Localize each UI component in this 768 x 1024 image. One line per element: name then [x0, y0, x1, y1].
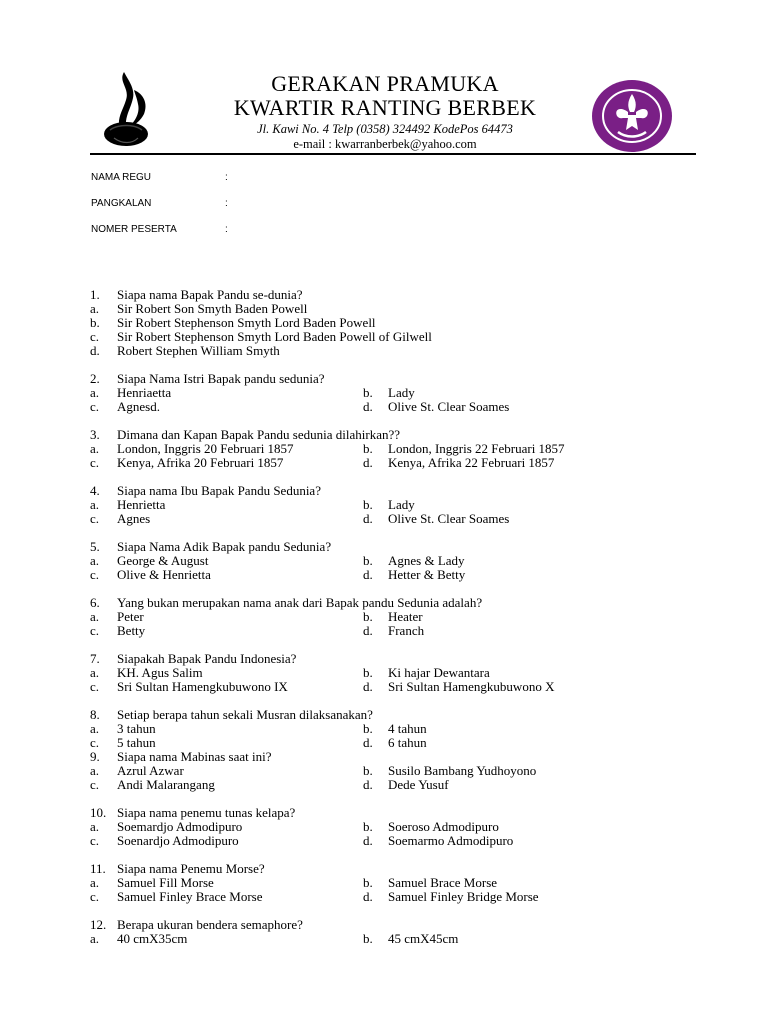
option-letter: d. — [90, 343, 100, 358]
option-letter: c. — [90, 455, 100, 470]
option-letter: d. — [363, 777, 373, 792]
question-row — [90, 652, 710, 666]
email-line: e-mail : kwarranberbek@yahoo.com — [293, 137, 477, 151]
option-text: Lady — [388, 385, 415, 400]
question-item — [90, 372, 710, 414]
option-row — [90, 610, 710, 624]
option-text: Peter — [117, 609, 144, 624]
option-text: Andi Malarangang — [117, 777, 215, 792]
field-label: NAMA REGU — [91, 172, 152, 183]
option-text: Olive St. Clear Soames — [388, 511, 510, 526]
option-text: Betty — [117, 623, 146, 638]
option-letter: a. — [90, 721, 100, 736]
option-letter: a. — [90, 301, 100, 316]
option-text: 4 tahun — [388, 721, 427, 736]
question-text: Siapa nama Ibu Bapak Pandu Sedunia? — [117, 483, 321, 498]
option-text: Henrietta — [117, 497, 166, 512]
option-text: Soenardjo Admodipuro — [117, 833, 239, 848]
option-letter: b. — [363, 819, 373, 834]
option-text: Agnes — [117, 511, 151, 526]
option-text: Robert Stephen William Smyth — [117, 343, 280, 358]
question-text: Siapa nama Penemu Morse? — [117, 861, 265, 876]
question-item — [90, 806, 710, 848]
option-text: George & August — [117, 553, 209, 568]
option-row — [90, 666, 710, 680]
option-letter: a. — [90, 441, 100, 456]
question-row — [90, 806, 710, 820]
question-item — [90, 708, 710, 750]
option-row — [90, 330, 710, 344]
option-letter: c. — [90, 777, 100, 792]
option-letter: c. — [90, 567, 100, 582]
question-row — [90, 484, 710, 498]
option-text: Ki hajar Dewantara — [388, 665, 490, 680]
question-number: 6. — [90, 595, 100, 610]
option-text: Agnes & Lady — [388, 553, 465, 568]
option-letter: a. — [90, 609, 100, 624]
address-line: Jl. Kawi No. 4 Telp (0358) 324492 KodePos 64473 — [257, 122, 513, 136]
question-row — [90, 428, 710, 442]
question-row — [90, 750, 710, 764]
question-number: 11. — [90, 861, 106, 876]
question-item — [90, 540, 710, 582]
option-letter: a. — [90, 763, 100, 778]
option-letter: b. — [363, 721, 373, 736]
option-row — [90, 764, 710, 778]
question-row — [90, 862, 710, 876]
option-letter: d. — [363, 623, 373, 638]
option-letter: d. — [363, 889, 373, 904]
question-number: 9. — [90, 749, 100, 764]
question-number: 4. — [90, 483, 100, 498]
field-nomer-peserta — [91, 224, 491, 250]
field-colon: : — [225, 198, 228, 209]
option-row — [90, 624, 710, 638]
option-text: Olive & Henrietta — [117, 567, 211, 582]
option-row — [90, 344, 710, 358]
option-text: Agnesd. — [117, 399, 160, 414]
participant-fields — [91, 172, 491, 250]
question-item — [90, 596, 710, 638]
option-letter: d. — [363, 455, 373, 470]
field-nama-regu — [91, 172, 491, 198]
question-number: 3. — [90, 427, 100, 442]
option-text: London, Inggris 22 Februari 1857 — [388, 441, 565, 456]
option-letter: b. — [363, 385, 373, 400]
option-text: Franch — [388, 623, 425, 638]
option-text: Azrul Azwar — [117, 763, 184, 778]
tunas-kelapa-logo — [96, 68, 156, 150]
question-number: 5. — [90, 539, 100, 554]
branch-name: KWARTIR RANTING BERBEK — [233, 95, 537, 120]
option-letter: b. — [363, 441, 373, 456]
option-letter: c. — [90, 623, 100, 638]
option-row — [90, 316, 710, 330]
option-letter: b. — [363, 497, 373, 512]
option-text: Lady — [388, 497, 415, 512]
option-letter: a. — [90, 665, 100, 680]
option-letter: a. — [90, 875, 100, 890]
question-item — [90, 288, 710, 358]
question-row — [90, 596, 710, 610]
option-letter: b. — [363, 553, 373, 568]
option-row — [90, 820, 710, 834]
question-text: Siapa Nama Istri Bapak pandu sedunia? — [117, 371, 325, 386]
option-letter: b. — [90, 315, 100, 330]
field-colon: : — [225, 172, 228, 183]
option-letter: c. — [90, 889, 100, 904]
option-letter: d. — [363, 735, 373, 750]
option-row — [90, 778, 710, 792]
option-letter: a. — [90, 385, 100, 400]
option-text: Olive St. Clear Soames — [388, 399, 510, 414]
option-letter: d. — [363, 679, 373, 694]
option-text: Hetter & Betty — [388, 567, 466, 582]
option-letter: b. — [363, 875, 373, 890]
question-row — [90, 372, 710, 386]
option-text: Heater — [388, 609, 423, 624]
field-pangkalan — [91, 198, 491, 224]
option-row — [90, 834, 710, 848]
wosm-emblem-logo — [590, 78, 674, 154]
field-label: NOMER PESERTA — [91, 224, 177, 235]
question-number: 2. — [90, 371, 100, 386]
option-row — [90, 932, 710, 946]
option-text: Samuel Finley Brace Morse — [117, 889, 263, 904]
option-letter: c. — [90, 511, 100, 526]
question-row — [90, 540, 710, 554]
question-text: Siapa nama Bapak Pandu se-dunia? — [117, 287, 303, 302]
question-row — [90, 708, 710, 722]
option-text: Susilo Bambang Yudhoyono — [388, 763, 537, 778]
question-list — [90, 288, 710, 960]
option-row — [90, 456, 710, 470]
field-label: PANGKALAN — [91, 198, 152, 209]
option-letter: a. — [90, 497, 100, 512]
question-item — [90, 750, 710, 792]
option-row — [90, 568, 710, 582]
option-text: Sir Robert Stephenson Smyth Lord Baden Powell — [117, 315, 376, 330]
question-text: Siapakah Bapak Pandu Indonesia? — [117, 651, 297, 666]
option-row — [90, 400, 710, 414]
option-text: Samuel Finley Bridge Morse — [388, 889, 539, 904]
option-text: Soemarmo Admodipuro — [388, 833, 514, 848]
option-letter: a. — [90, 553, 100, 568]
option-row — [90, 722, 710, 736]
question-text: Siapa nama penemu tunas kelapa? — [117, 805, 296, 820]
question-item — [90, 918, 710, 946]
question-number: 1. — [90, 287, 100, 302]
option-letter: b. — [363, 665, 373, 680]
option-row — [90, 442, 710, 456]
option-text: Sir Robert Stephenson Smyth Lord Baden Powell of Gilwell — [117, 329, 432, 344]
header-divider — [90, 153, 696, 155]
option-letter: d. — [363, 833, 373, 848]
option-row — [90, 302, 710, 316]
field-colon: : — [225, 224, 228, 235]
option-text: Sir Robert Son Smyth Baden Powell — [117, 301, 308, 316]
option-row — [90, 680, 710, 694]
option-row — [90, 736, 710, 750]
option-row — [90, 554, 710, 568]
option-row — [90, 498, 710, 512]
option-text: Samuel Fill Morse — [117, 875, 214, 890]
option-letter: c. — [90, 735, 100, 750]
question-text: Siapa Nama Adik Bapak pandu Sedunia? — [117, 539, 332, 554]
option-text: Soeroso Admodipuro — [388, 819, 499, 834]
option-text: Sri Sultan Hamengkubuwono X — [388, 679, 555, 694]
option-letter: c. — [90, 329, 100, 344]
question-text: Dimana dan Kapan Bapak Pandu sedunia dilahirkan?? — [117, 427, 401, 442]
question-item — [90, 428, 710, 470]
option-letter: d. — [363, 511, 373, 526]
option-row — [90, 876, 710, 890]
option-letter: a. — [90, 819, 100, 834]
option-text: London, Inggris 20 Februari 1857 — [117, 441, 294, 456]
option-text: 6 tahun — [388, 735, 427, 750]
question-item — [90, 652, 710, 694]
question-number: 12. — [90, 917, 107, 932]
option-text: 5 tahun — [117, 735, 156, 750]
option-text: 3 tahun — [117, 721, 156, 736]
option-letter: b. — [363, 931, 373, 946]
question-number: 10. — [90, 805, 107, 820]
organization-name: GERAKAN PRAMUKA — [271, 71, 499, 96]
option-letter: b. — [363, 609, 373, 624]
option-text: Soemardjo Admodipuro — [117, 819, 243, 834]
option-letter: a. — [90, 931, 100, 946]
option-letter: c. — [90, 679, 100, 694]
question-item — [90, 862, 710, 904]
question-row — [90, 288, 710, 302]
question-number: 7. — [90, 651, 100, 666]
letterhead — [160, 72, 610, 152]
question-text: Yang bukan merupakan nama anak dari Bapak pandu Sedunia adalah? — [117, 595, 483, 610]
option-text: Kenya, Afrika 20 Februari 1857 — [117, 455, 284, 470]
question-text: Berapa ukuran bendera semaphore? — [117, 917, 303, 932]
option-row — [90, 512, 710, 526]
option-letter: d. — [363, 567, 373, 582]
option-text: Sri Sultan Hamengkubuwono IX — [117, 679, 288, 694]
option-text: Henriaetta — [117, 385, 172, 400]
option-letter: d. — [363, 399, 373, 414]
question-text: Setiap berapa tahun sekali Musran dilaksanakan? — [117, 707, 373, 722]
option-text: KH. Agus Salim — [117, 665, 203, 680]
option-letter: c. — [90, 399, 100, 414]
option-letter: c. — [90, 833, 100, 848]
question-row — [90, 918, 710, 932]
option-row — [90, 386, 710, 400]
question-number: 8. — [90, 707, 100, 722]
option-row — [90, 890, 710, 904]
question-text: Siapa nama Mabinas saat ini? — [117, 749, 272, 764]
question-item — [90, 484, 710, 526]
option-letter: b. — [363, 763, 373, 778]
option-text: 45 cmX45cm — [388, 931, 459, 946]
option-text: Kenya, Afrika 22 Februari 1857 — [388, 455, 555, 470]
option-text: Samuel Brace Morse — [388, 875, 498, 890]
option-text: Dede Yusuf — [388, 777, 449, 792]
option-text: 40 cmX35cm — [117, 931, 188, 946]
